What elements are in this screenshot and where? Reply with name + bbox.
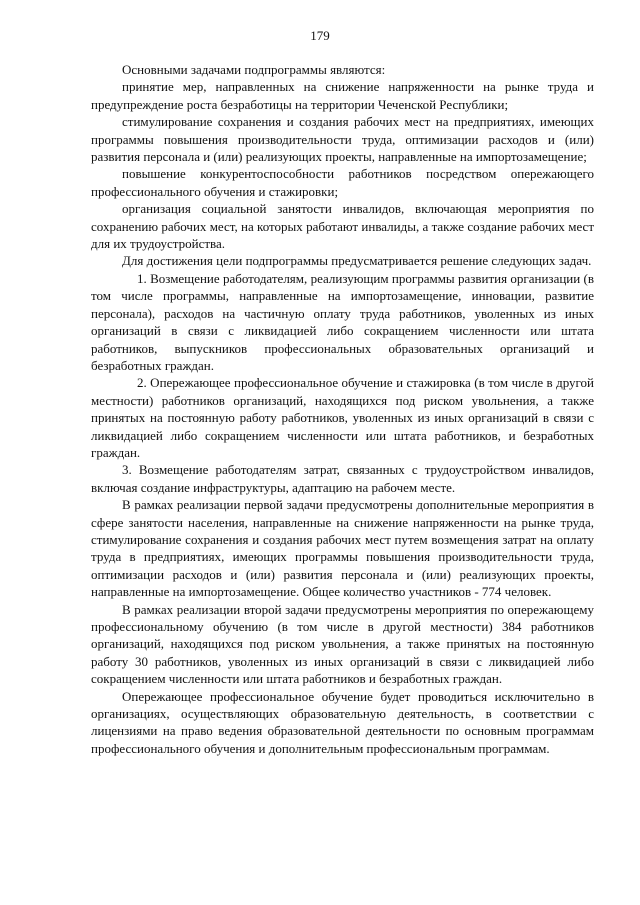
paragraph-first-task: В рамках реализации первой задачи предусмотрены дополнительные мероприятия в сфере занятости населения, направленные на снижение напряженности на рынке труда, стимулирование сохранения и создания рабочих мест путем возмещения затрат на оплату труда в предприятиях, имеющих программы повышения производительности труда, оптимизации расходов и (или) развития персонала и (или) реализующих проекты, направленные на импортозамещение. Общее количество участников - 774 человек. [91, 497, 594, 600]
paragraph-tasks-intro: Основными задачами подпрограммы являются: [122, 62, 386, 77]
paragraph-second-task: В рамках реализации второй задачи предусмотрены мероприятия по опережающему профессиональному обучению (в том числе в другой местности) 384 работников организаций, находящихся под риском увольнения, а также принятых на постоянную работу 30 работников, уволенных из иных организаций в связи с ликвидацией либо сокращением численности или штата работников и безработных граждан. [91, 601, 594, 687]
paragraph-task-competitiveness: повышение конкурентоспособности работников посредством опережающего профессионального обучения и стажировки; [91, 166, 594, 199]
paragraph-item-2: 2. Опережающее профессиональное обучение и стажировка (в том числе в другой местности) работников организаций, находящихся под риском увольнения, а также принятых на постоянную работу работников, уволенных из иных организаций в связи с ликвидацией либо сокращением численности или штата работников, и безработных граждан. [91, 375, 594, 460]
paragraph-task-labor-market: принятие мер, направленных на снижение напряженности на рынке труда и предупреждение роста безработицы на территории Чеченской Республики; [91, 79, 594, 112]
paragraph-item-3: 3. Возмещение работодателям затрат, связанных с трудоустройством инвалидов, включая создание инфраструктуры, адаптацию на рабочем месте. [91, 462, 594, 495]
paragraph-task-job-preservation: стимулирование сохранения и создания рабочих мест на предприятиях, имеющих программы повышения производительности труда, оптимизации расходов и (или) развития персонала и (или) реализующих проекты, направленные на импортозамещение; [91, 114, 594, 165]
paragraph-item-1: 1. Возмещение работодателям, реализующим программы развития организации (в том числе программы, направленные на импортозамещение, инновации, развитие персонала), расходов на частичную оплату труда работников, уволенных из иных организаций в связи с ликвидацией либо сокращением численности или штата работников, выпускников профессиональных образовательных организаций и безработных граждан. [91, 270, 594, 373]
document-body [91, 61, 594, 757]
paragraph-goal-intro: Для достижения цели подпрограммы предусматривается решение следующих задач. [122, 253, 592, 269]
paragraph-training: Опережающее профессиональное обучение будет проводиться исключительно в организациях, осуществляющих образовательную деятельность, в соответствии с лицензиями на право ведения образовательной деятельности по основным программам профессионального обучения и дополнительным профессиональным программам. [91, 688, 594, 756]
paragraph-task-disabled-employment: организация социальной занятости инвалидов, включающая мероприятия по сохранению рабочих мест, на которых работают инвалиды, а также создание рабочих мест для их трудоустройства. [91, 201, 594, 252]
page-number: 179 [310, 28, 330, 43]
